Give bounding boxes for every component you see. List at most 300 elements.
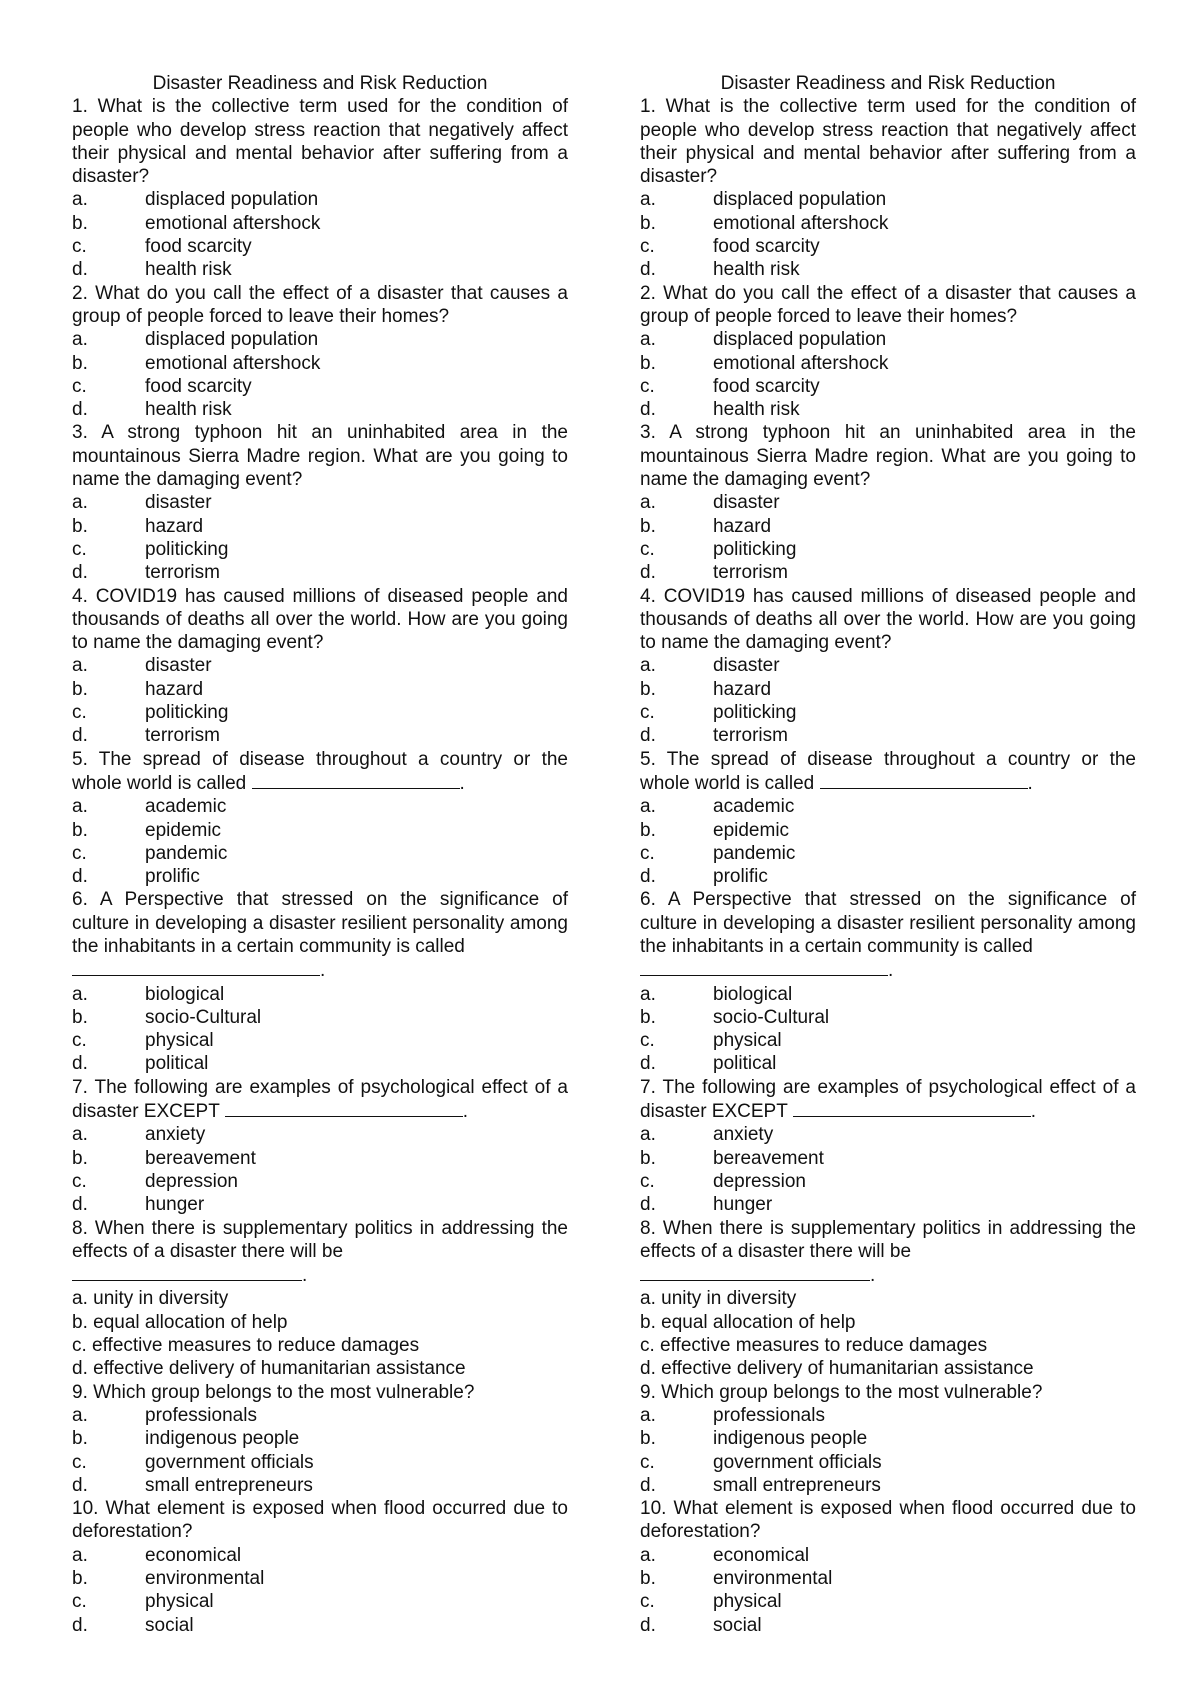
answer-option: [640, 1006, 1136, 1029]
option-text: food scarcity: [713, 375, 820, 397]
question-text: 6. A Perspective that stressed on the significance of culture in developing a disaster resilient personality among the inhabitants in a certain community is called: [640, 889, 1136, 957]
answer-blank: [72, 1263, 302, 1281]
option-text: economical: [145, 1544, 242, 1566]
option-text: government officials: [145, 1451, 314, 1473]
option-letter: a.: [640, 492, 656, 514]
question: [640, 421, 1136, 584]
answer-option: [72, 212, 568, 235]
question-stem: [72, 1497, 568, 1544]
option-letter: c.: [640, 1030, 655, 1052]
option-text: academic: [145, 796, 227, 818]
answer-option: [72, 1451, 568, 1474]
option-text: emotional aftershock: [713, 352, 889, 374]
answer-option: [72, 1427, 568, 1450]
option-text: professionals: [145, 1404, 257, 1426]
answer-option: [72, 1170, 568, 1193]
option-letter: a.: [72, 796, 88, 818]
question-stem: 5. The spread of disease throughout a country or the whole world is called .: [640, 748, 1136, 794]
option-text: hunger: [713, 1194, 773, 1216]
question-stem: 7. The following are examples of psychological effect of a disaster EXCEPT .: [72, 1076, 568, 1123]
option-letter: b.: [640, 819, 656, 841]
answer-option: c. effective measures to reduce damages: [640, 1335, 988, 1357]
answer-option: [640, 1193, 1136, 1216]
answer-option: [640, 538, 1136, 561]
option-letter: d.: [72, 399, 88, 421]
option-text: politicking: [713, 702, 797, 724]
answer-option: [640, 398, 1136, 421]
answer-option: [72, 842, 568, 865]
answer-option: [72, 188, 568, 211]
option-letter: c.: [72, 538, 87, 560]
question-stem: [640, 95, 1136, 188]
option-text: prolific: [713, 866, 768, 888]
option-letter: a.: [640, 796, 656, 818]
option-letter: b.: [640, 1568, 656, 1589]
answer-option: [72, 1029, 568, 1052]
option-text: epidemic: [713, 819, 790, 841]
option-text: terrorism: [145, 562, 220, 584]
option-text: terrorism: [145, 725, 220, 747]
option-letter: b.: [72, 1006, 88, 1028]
answer-option: [72, 701, 568, 724]
option-letter: b.: [640, 678, 656, 700]
answer-option: [640, 1567, 1136, 1590]
quiz-copy-left: [72, 72, 568, 1637]
option-text: food scarcity: [145, 236, 252, 258]
option-letter: a.: [72, 983, 88, 1005]
option-letter: d.: [640, 259, 656, 281]
answer-option: d. effective delivery of humanitarian assistance: [72, 1358, 466, 1380]
answer-option: [640, 1474, 1136, 1497]
option-text: political: [713, 1053, 777, 1075]
question: [72, 748, 568, 889]
answer-blank: [820, 771, 1028, 789]
option-letter: a.: [640, 329, 656, 351]
answer-option: [640, 842, 1136, 865]
option-letter: c.: [640, 538, 655, 560]
option-letter: a.: [640, 1124, 656, 1146]
answer-option: [640, 819, 1136, 842]
option-letter: c.: [72, 1451, 87, 1473]
question: [640, 1497, 1136, 1637]
answer-option: [640, 1427, 1136, 1450]
option-text: terrorism: [713, 562, 788, 584]
answer-option: [640, 352, 1136, 375]
answer-option: b. equal allocation of help: [72, 1311, 288, 1333]
question-text: 1. What is the collective term used for the condition of people who develop stress reaction that negatively affect their physical and mental behavior after suffering from a disaster?: [640, 96, 1136, 188]
answer-option: [640, 701, 1136, 724]
option-text: emotional aftershock: [145, 212, 321, 234]
option-text: pandemic: [145, 842, 228, 864]
question-text: 3. A strong typhoon hit an uninhabited area in the mountainous Sierra Madre region. What are you going to name the damaging event?: [640, 422, 1136, 491]
question-stem: [640, 1497, 1136, 1544]
answer-option: [72, 1193, 568, 1216]
option-letter: d.: [640, 1474, 656, 1496]
question-text: 9. Which group belongs to the most vulnerable?: [72, 1381, 475, 1403]
question-stem: [640, 888, 1136, 958]
option-letter: a.: [72, 492, 88, 514]
option-text: bereavement: [713, 1147, 824, 1169]
answer-option: [72, 398, 568, 421]
question-text: 2. What do you call the effect of a disaster that causes a group of people forced to leave their homes?: [72, 282, 568, 327]
option-letter: d.: [72, 866, 88, 888]
answer-option: [640, 795, 1136, 818]
option-text: professionals: [713, 1404, 825, 1426]
option-letter: d.: [640, 866, 656, 888]
option-text: food scarcity: [145, 375, 252, 397]
answer-option: [640, 1544, 1136, 1567]
option-text: social: [713, 1614, 762, 1636]
question: [640, 282, 1136, 422]
question-stem: [72, 1217, 568, 1264]
option-text: biological: [713, 983, 793, 1005]
answer-option: [72, 375, 568, 398]
answer-option: [72, 352, 568, 375]
answer-option: [72, 1404, 568, 1427]
option-text: biological: [145, 983, 225, 1005]
option-letter: c.: [640, 1591, 655, 1613]
answer-blank-row: .: [72, 1263, 568, 1287]
option-text: displaced population: [713, 189, 887, 211]
answer-option: [72, 678, 568, 701]
answer-option: [72, 561, 568, 584]
answer-option: [640, 258, 1136, 281]
option-letter: b.: [72, 819, 88, 841]
question: [72, 282, 568, 422]
question-text: 3. A strong typhoon hit an uninhabited area in the mountainous Sierra Madre region. What are you going to name the damaging event?: [72, 422, 568, 491]
option-letter: b.: [640, 352, 656, 374]
answer-option: [640, 1029, 1136, 1052]
question: [72, 421, 568, 584]
question: [72, 1076, 568, 1217]
answer-option: [640, 1123, 1136, 1146]
answer-option: [640, 865, 1136, 888]
answer-option: [640, 491, 1136, 514]
answer-blank: [640, 958, 888, 976]
answer-option: [72, 258, 568, 281]
question-text: 5. The spread of disease throughout a country or the whole world is called: [640, 748, 1136, 794]
answer-option: [72, 1052, 568, 1075]
option-letter: a.: [72, 1544, 88, 1566]
option-letter: a.: [72, 1404, 88, 1426]
quiz-title: Disaster Readiness and Risk Reduction: [720, 73, 1056, 94]
question-stem: [72, 1381, 568, 1404]
answer-option: [72, 819, 568, 842]
option-letter: d.: [640, 399, 656, 421]
option-letter: a.: [72, 1124, 88, 1146]
option-text: environmental: [145, 1568, 265, 1589]
question-text: 7. The following are examples of psychological effect of a disaster EXCEPT: [640, 1076, 1136, 1123]
option-text: health risk: [713, 399, 800, 421]
option-letter: c.: [72, 236, 87, 258]
option-letter: b.: [72, 1568, 88, 1589]
option-letter: a.: [72, 655, 88, 677]
question: [72, 95, 568, 281]
question-text: 9. Which group belongs to the most vulnerable?: [640, 1381, 1043, 1403]
quiz-copy-right: [640, 72, 1136, 1637]
option-text: indigenous people: [713, 1428, 868, 1450]
option-letter: b.: [72, 678, 88, 700]
option-letter: d.: [72, 1474, 88, 1496]
option-text: indigenous people: [145, 1428, 300, 1450]
answer-blank: [72, 958, 320, 976]
answer-option: [640, 328, 1136, 351]
answer-blank: [793, 1099, 1031, 1117]
option-letter: a.: [640, 983, 656, 1005]
option-letter: d.: [72, 259, 88, 281]
option-text: political: [145, 1053, 209, 1075]
question: [640, 1076, 1136, 1217]
option-letter: a.: [640, 1544, 656, 1566]
option-letter: c.: [640, 842, 655, 864]
option-text: social: [145, 1614, 194, 1636]
option-text: depression: [713, 1170, 806, 1192]
option-letter: b.: [72, 515, 88, 537]
question: [640, 585, 1136, 748]
option-letter: d.: [640, 562, 656, 584]
option-text: socio-Cultural: [713, 1006, 830, 1028]
answer-option: [72, 328, 568, 351]
answer-option: [72, 235, 568, 258]
answer-option: [72, 1123, 568, 1146]
answer-option: [640, 515, 1136, 538]
answer-blank-row: .: [640, 958, 1136, 982]
answer-blank: [640, 1263, 870, 1281]
option-letter: c.: [72, 842, 87, 864]
option-letter: b.: [640, 1428, 656, 1450]
answer-blank-row: .: [640, 1263, 1136, 1287]
option-text: bereavement: [145, 1147, 256, 1169]
option-text: pandemic: [713, 842, 796, 864]
answer-option: [72, 1567, 568, 1590]
question: [640, 1381, 1136, 1497]
answer-option: c. effective measures to reduce damages: [72, 1335, 420, 1357]
option-letter: a.: [640, 655, 656, 677]
option-letter: c.: [640, 1170, 655, 1192]
option-text: hazard: [145, 515, 204, 537]
answer-option: [72, 1147, 568, 1170]
question-stem: [640, 1217, 1136, 1264]
answer-blank: [252, 771, 460, 789]
answer-option: [640, 1614, 1136, 1637]
option-letter: d.: [640, 1614, 656, 1636]
option-text: environmental: [713, 1568, 833, 1589]
option-letter: a.: [72, 329, 88, 351]
question-text: 1. What is the collective term used for the condition of people who develop stress reaction that negatively affect their physical and mental behavior after suffering from a disaster?: [72, 96, 568, 188]
option-letter: d.: [72, 1194, 88, 1216]
option-letter: c.: [72, 702, 87, 724]
option-text: hunger: [145, 1194, 205, 1216]
option-text: displaced population: [713, 329, 887, 351]
option-letter: b.: [72, 1147, 88, 1169]
question: [72, 1217, 568, 1381]
answer-option: [72, 654, 568, 677]
option-text: physical: [145, 1030, 214, 1052]
question: [640, 888, 1136, 1075]
option-letter: d.: [72, 1614, 88, 1636]
answer-option: [72, 1544, 568, 1567]
question: [72, 585, 568, 748]
option-letter: b.: [640, 1006, 656, 1028]
option-letter: b.: [640, 515, 656, 537]
answer-option: [640, 212, 1136, 235]
question: [72, 888, 568, 1075]
answer-option: [72, 865, 568, 888]
option-letter: d.: [72, 562, 88, 584]
quiz-title: Disaster Readiness and Risk Reduction: [152, 73, 488, 94]
option-text: politicking: [713, 538, 797, 560]
question-stem: [72, 888, 568, 958]
option-text: hazard: [713, 678, 772, 700]
answer-option: [640, 375, 1136, 398]
answer-option: [72, 515, 568, 538]
option-text: anxiety: [145, 1124, 206, 1146]
option-text: hazard: [145, 678, 204, 700]
question-stem: 5. The spread of disease throughout a country or the whole world is called .: [72, 748, 568, 794]
answer-option: [640, 1170, 1136, 1193]
option-letter: c.: [72, 1170, 87, 1192]
question: [640, 95, 1136, 281]
option-letter: c.: [640, 375, 655, 397]
answer-option: [640, 235, 1136, 258]
option-letter: d.: [72, 1053, 88, 1075]
option-letter: a.: [72, 189, 88, 211]
option-text: prolific: [145, 866, 200, 888]
option-text: terrorism: [713, 725, 788, 747]
answer-option: a. unity in diversity: [640, 1288, 797, 1310]
option-letter: d.: [640, 725, 656, 747]
question-stem: [72, 585, 568, 655]
answer-option: [72, 983, 568, 1006]
question: [72, 1381, 568, 1497]
question-stem: [72, 421, 568, 491]
option-letter: b.: [72, 1428, 88, 1450]
option-text: anxiety: [713, 1124, 774, 1146]
option-text: displaced population: [145, 329, 319, 351]
answer-option: b. equal allocation of help: [640, 1311, 856, 1333]
option-text: small entrepreneurs: [713, 1474, 881, 1496]
option-text: economical: [713, 1544, 810, 1566]
option-text: physical: [713, 1591, 782, 1613]
question-text: 10. What element is exposed when flood occurred due to deforestation?: [72, 1498, 568, 1543]
answer-option: [640, 724, 1136, 747]
option-text: epidemic: [145, 819, 222, 841]
question-stem: [640, 1381, 1136, 1404]
option-text: emotional aftershock: [145, 352, 321, 374]
option-letter: c.: [640, 236, 655, 258]
option-letter: c.: [640, 702, 655, 724]
option-letter: b.: [72, 212, 88, 234]
answer-option: [640, 1147, 1136, 1170]
option-text: physical: [145, 1591, 214, 1613]
question-stem: [640, 421, 1136, 491]
question-stem: 7. The following are examples of psychological effect of a disaster EXCEPT .: [640, 1076, 1136, 1123]
answer-option: [72, 538, 568, 561]
answer-option: [640, 678, 1136, 701]
question-text: 8. When there is supplementary politics in addressing the effects of a disaster there will be: [72, 1217, 568, 1262]
question-text: 8. When there is supplementary politics in addressing the effects of a disaster there will be: [640, 1217, 1136, 1262]
option-text: disaster: [713, 655, 780, 677]
option-text: politicking: [145, 702, 229, 724]
question-text: 10. What element is exposed when flood occurred due to deforestation?: [640, 1498, 1136, 1543]
answer-option: [640, 1052, 1136, 1075]
option-letter: d.: [72, 725, 88, 747]
answer-option: [640, 1451, 1136, 1474]
option-text: physical: [713, 1030, 782, 1052]
option-text: disaster: [145, 655, 212, 677]
option-letter: a.: [640, 189, 656, 211]
answer-option: [640, 561, 1136, 584]
answer-option: [72, 724, 568, 747]
option-text: academic: [713, 796, 795, 818]
answer-option: [640, 654, 1136, 677]
question-text: 2. What do you call the effect of a disaster that causes a group of people forced to leave their homes?: [640, 282, 1136, 327]
option-text: depression: [145, 1170, 238, 1192]
question-text: 4. COVID19 has caused millions of diseased people and thousands of deaths all over the world. How are you going to name the damaging event?: [72, 585, 568, 654]
answer-option: d. effective delivery of humanitarian assistance: [640, 1358, 1034, 1380]
answer-option: [72, 1474, 568, 1497]
option-letter: b.: [640, 212, 656, 234]
option-letter: b.: [640, 1147, 656, 1169]
option-letter: d.: [640, 1194, 656, 1216]
answer-option: [72, 491, 568, 514]
question: [640, 1217, 1136, 1381]
option-letter: c.: [72, 1591, 87, 1613]
option-text: emotional aftershock: [713, 212, 889, 234]
answer-option: [72, 1614, 568, 1637]
option-text: hazard: [713, 515, 772, 537]
answer-option: a. unity in diversity: [72, 1288, 229, 1310]
option-letter: c.: [640, 1451, 655, 1473]
option-text: socio-Cultural: [145, 1006, 262, 1028]
option-text: food scarcity: [713, 236, 820, 258]
answer-option: [640, 188, 1136, 211]
answer-option: [72, 795, 568, 818]
option-text: displaced population: [145, 189, 319, 211]
answer-option: [72, 1590, 568, 1613]
question: [640, 748, 1136, 889]
question-stem: [640, 282, 1136, 329]
option-letter: d.: [640, 1053, 656, 1075]
option-text: health risk: [145, 399, 232, 421]
option-letter: b.: [72, 352, 88, 374]
question-text: 7. The following are examples of psychological effect of a disaster EXCEPT: [72, 1076, 568, 1123]
option-letter: c.: [72, 1030, 87, 1052]
question-text: 5. The spread of disease throughout a country or the whole world is called: [72, 748, 568, 794]
option-text: government officials: [713, 1451, 882, 1473]
option-text: politicking: [145, 538, 229, 560]
answer-option: [640, 983, 1136, 1006]
question-text: 4. COVID19 has caused millions of diseased people and thousands of deaths all over the world. How are you going to name the damaging event?: [640, 585, 1136, 654]
option-letter: c.: [72, 375, 87, 397]
option-text: small entrepreneurs: [145, 1474, 313, 1496]
answer-blank-row: .: [72, 958, 568, 982]
answer-option: [640, 1590, 1136, 1613]
option-letter: a.: [640, 1404, 656, 1426]
answer-option: [640, 1404, 1136, 1427]
question-stem: [72, 95, 568, 188]
question-text: 6. A Perspective that stressed on the significance of culture in developing a disaster resilient personality among the inhabitants in a certain community is called: [72, 889, 568, 957]
option-text: disaster: [145, 492, 212, 514]
question: [72, 1497, 568, 1637]
answer-option: [72, 1006, 568, 1029]
answer-blank: [225, 1099, 463, 1117]
option-text: health risk: [145, 259, 232, 281]
question-stem: [640, 585, 1136, 655]
option-text: disaster: [713, 492, 780, 514]
option-text: health risk: [713, 259, 800, 281]
question-stem: [72, 282, 568, 329]
